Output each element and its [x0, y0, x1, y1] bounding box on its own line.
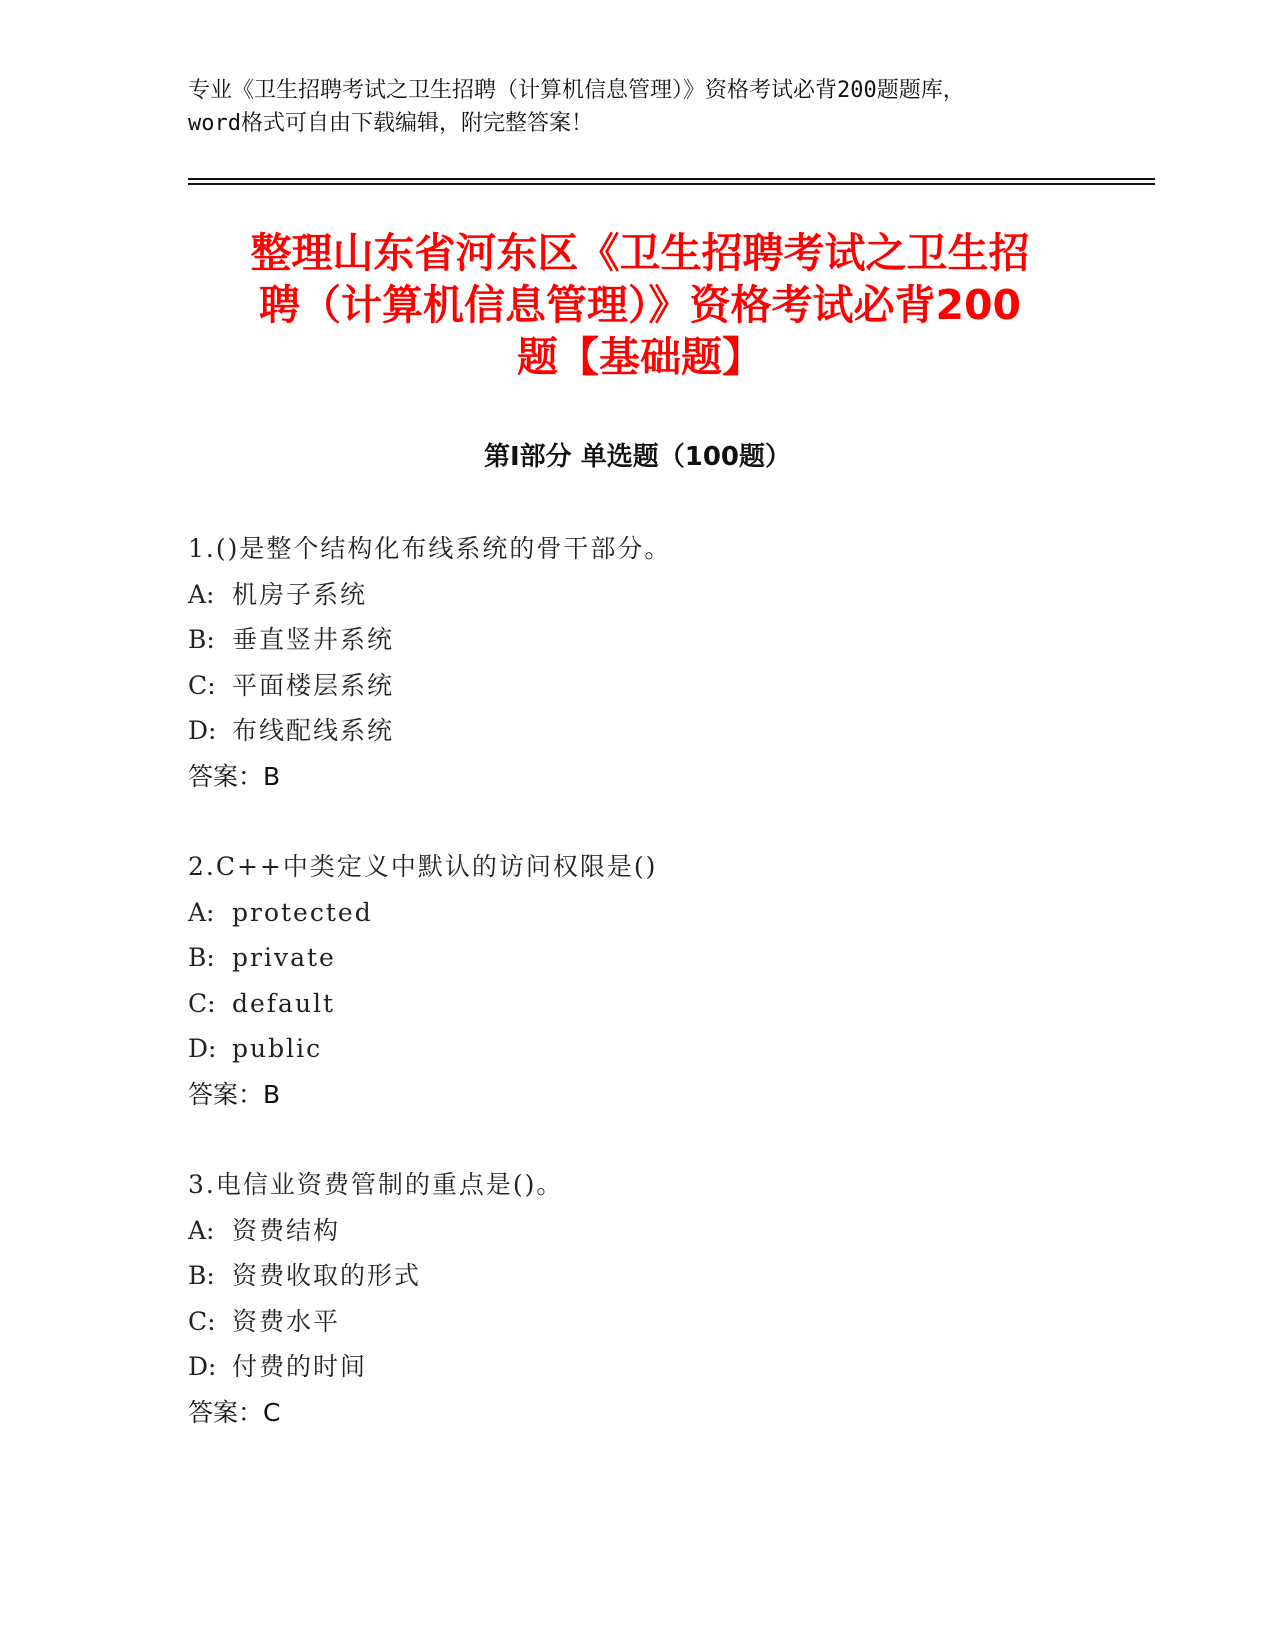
option-b — [188, 935, 1088, 981]
header-note-line: word格式可自由下载编辑，附完整答案！ — [188, 111, 593, 136]
option-key: D: — [188, 1352, 217, 1381]
section-heading: 第I部分 单选题（100题） — [484, 442, 791, 472]
option-key: A: — [188, 1215, 215, 1245]
header-note-line: 专业《卫生招聘考试之卫生招聘（计算机信息管理）》资格考试必背200题题库， — [188, 78, 965, 103]
option-key: B: — [188, 1261, 215, 1290]
option-key: C: — [188, 1306, 216, 1336]
option-d — [188, 708, 1088, 754]
option-text: 布线配线系统 — [232, 716, 395, 745]
option-text: private — [232, 943, 336, 972]
option-b — [188, 1253, 1088, 1299]
option-text: 机房子系统 — [232, 579, 368, 609]
option-text: protected — [232, 897, 373, 927]
option-key: D: — [188, 1034, 217, 1063]
answer-line: 答案：B — [188, 761, 281, 791]
option-c — [188, 1299, 1088, 1345]
option-d — [188, 1026, 1088, 1072]
header-divider — [188, 178, 1155, 180]
option-a — [188, 890, 1088, 936]
option-key: A: — [188, 579, 215, 609]
question-stem: 3.电信业资费管制的重点是()。 — [188, 1170, 564, 1199]
option-text: default — [232, 988, 336, 1018]
option-text: 垂直竖井系统 — [232, 625, 395, 654]
option-c — [188, 663, 1088, 709]
option-text: 付费的时间 — [232, 1352, 368, 1381]
question-stem: 2.C++中类定义中默认的访问权限是() — [188, 852, 658, 881]
option-key: C: — [188, 670, 216, 700]
option-text: 资费水平 — [232, 1306, 341, 1336]
option-d — [188, 1344, 1088, 1390]
option-a — [188, 1208, 1088, 1254]
header-note — [188, 74, 1088, 140]
option-text: 资费结构 — [232, 1215, 341, 1245]
option-key: B: — [188, 943, 215, 972]
option-key: D: — [188, 716, 217, 745]
option-key: B: — [188, 625, 215, 654]
question-item — [188, 844, 1088, 1117]
answer-line: 答案：C — [188, 1397, 281, 1427]
document-title-line: 聘（计算机信息管理）》资格考试必背200 — [258, 281, 1022, 329]
option-text: public — [232, 1034, 323, 1063]
document-title-line: 整理山东省河东区《卫生招聘考试之卫生招 — [250, 229, 1030, 277]
document-title-line: 题【基础题】 — [517, 333, 763, 381]
question-item — [188, 1162, 1088, 1435]
option-text: 资费收取的形式 — [232, 1261, 422, 1290]
option-key: A: — [188, 897, 215, 927]
option-b — [188, 617, 1088, 663]
header-divider — [188, 183, 1155, 185]
option-a — [188, 572, 1088, 618]
option-key: C: — [188, 988, 216, 1018]
document-title — [180, 227, 1100, 383]
option-c — [188, 981, 1088, 1027]
option-text: 平面楼层系统 — [232, 670, 395, 700]
question-stem: 1.()是整个结构化布线系统的骨干部分。 — [188, 534, 672, 563]
answer-line: 答案：B — [188, 1079, 281, 1109]
question-item — [188, 526, 1088, 799]
